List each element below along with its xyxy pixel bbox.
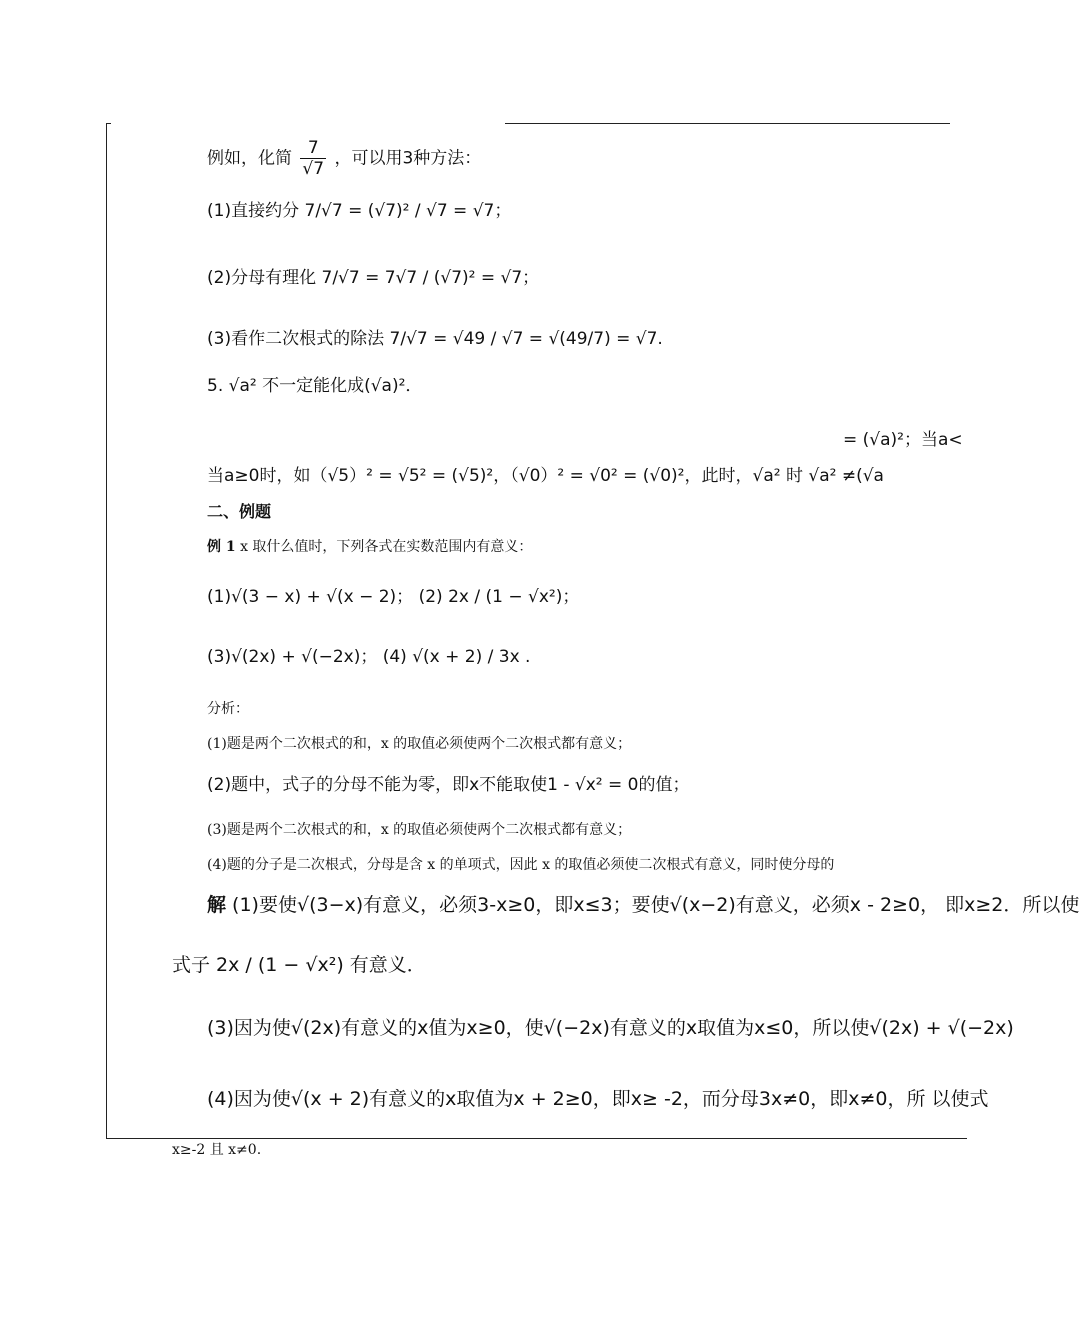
method-1-label: (1)直接约分 — [207, 201, 300, 221]
solution-line-1 — [207, 893, 1079, 917]
intro-line — [207, 138, 481, 179]
intro-text-a: 例如，化简 — [207, 148, 292, 169]
analysis-title: 分析： — [207, 701, 249, 717]
overflow-right-text: = (√a)²；当a< — [843, 430, 963, 450]
item-5: 5. √a² 不一定能化成(√a)²． — [207, 376, 423, 396]
analysis-line-1: (1)题是两个二次根式的和，x 的取值必须使两个二次根式都有意义； — [207, 736, 632, 752]
case-line: 当a≥0时，如（√5）² = √5² = (√5)²，（√0）² = √0² = (√0)²，此时，√a² 时 √a² ≠(√a — [207, 466, 884, 486]
solution-line-5: x≥-2 且 x≠0. — [172, 1142, 262, 1158]
analysis-line-4: (4)题的分子是二次根式，分母是含 x 的单项式，因此 x 的取值必须使二次根式有意义，同时使分母的 — [207, 857, 835, 873]
intro-text-b: ，可以用3种方法： — [334, 148, 482, 169]
solution-line-2: 式子 2x / (1 − √x²) 有意义． — [172, 954, 426, 976]
method-1-expression: 7/√7 = (√7)² / √7 = √7； — [304, 201, 512, 221]
analysis-line-3: (3)题是两个二次根式的和，x 的取值必须使两个二次根式都有意义； — [207, 822, 632, 838]
solution-line-3: (3)因为使√(2x)有意义的x值为x≥0，使√(−2x)有意义的x取值为x≤0，所以使√(2x) + √(−2x) — [207, 1017, 1014, 1039]
intro-fraction-denominator: √7 — [302, 159, 325, 179]
intro-fraction — [300, 138, 326, 179]
method-3 — [207, 327, 663, 351]
method-2-expression: 7/√7 = 7√7 / (√7)² = √7； — [321, 268, 540, 288]
example-1-prompt — [207, 535, 532, 559]
section-title: 二、例题 — [207, 502, 272, 521]
example-1-item-row-2: (3)√(2x) + √(−2x)； (4) √(x + 2) / 3x . — [207, 647, 531, 667]
solution-line-4: (4)因为使√(x + 2)有意义的x取值为x + 2≥0，即x≥ -2，而分母3x≠0，即x≠0，所 以使式 — [207, 1088, 989, 1110]
method-2 — [207, 266, 539, 290]
method-1 — [207, 199, 511, 223]
method-2-label: (2)分母有理化 — [207, 268, 317, 288]
example-1-text: x 取什么值时，下列各式在实数范围内有意义： — [235, 539, 533, 555]
method-3-label: (3)看作二次根式的除法 — [207, 329, 385, 349]
example-1-item-row-1: (1)√(3 − x) + √(x − 2)； (2) 2x / (1 − √x²)； — [207, 587, 580, 607]
solution-label: 解 — [207, 894, 227, 916]
method-3-expression: 7/√7 = √49 / √7 = √(49/7) = √7. — [389, 329, 663, 349]
intro-fraction-numerator: 7 — [300, 138, 326, 159]
analysis-line-2: (2)题中，式子的分母不能为零，即x不能取使1 - √x² = 0的值； — [207, 775, 690, 795]
example-1-label: 例 1 — [207, 539, 236, 555]
solution-line-1-text: (1)要使√(3−x)有意义，必须3-x≥0，即x≤3；要使√(x−2)有意义，必须x - 2≥0， 即x≥2．所以使 — [226, 894, 1079, 916]
